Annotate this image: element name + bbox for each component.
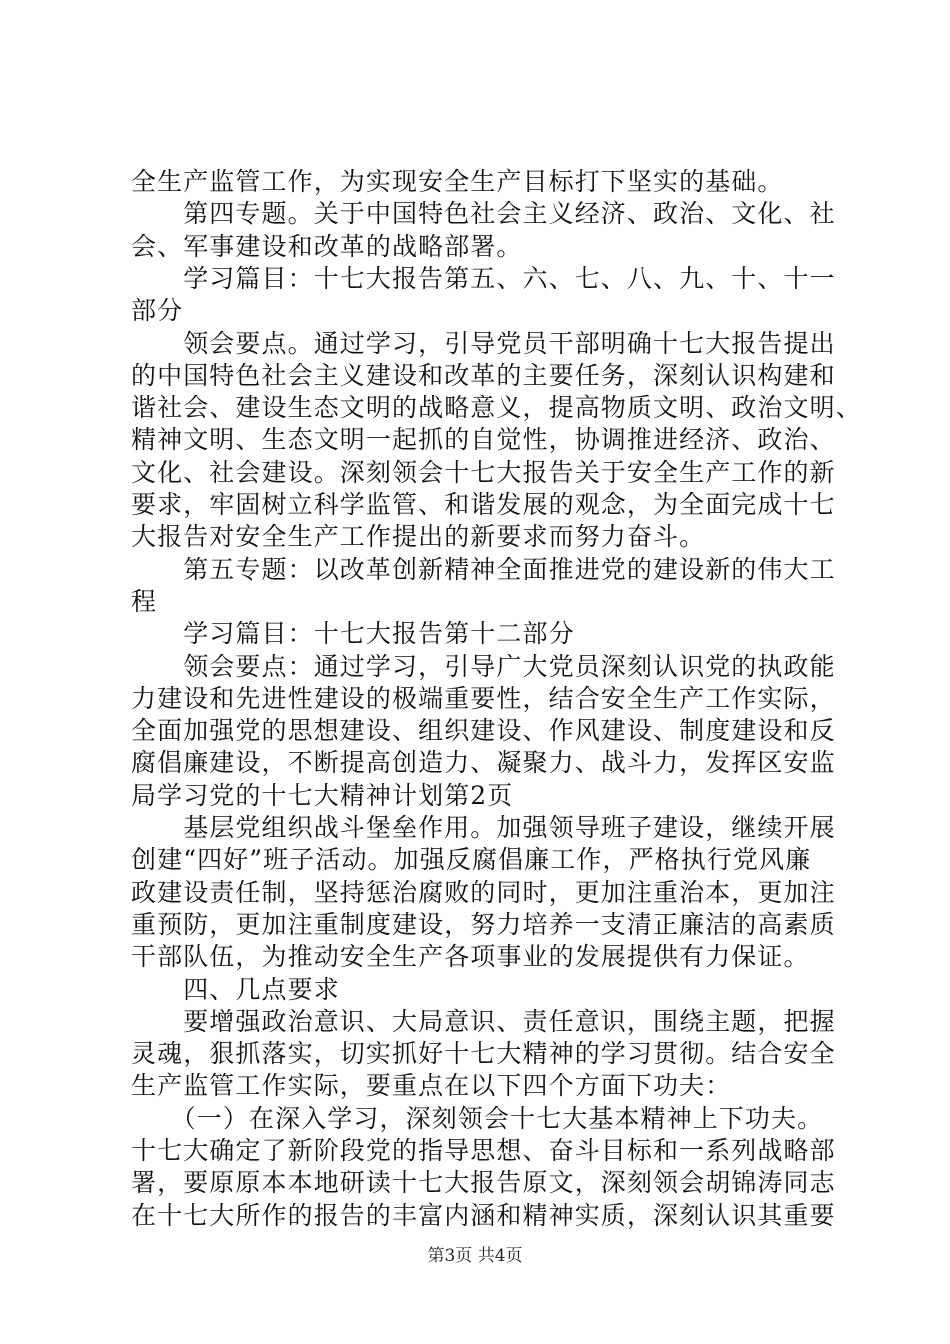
text-line: 全生产监管工作，为实现安全生产目标打下坚实的基础。 — [131, 167, 784, 196]
text-line: 基层党组织战斗堡垒作用。加强领导班子建设，继续开展 — [131, 813, 836, 842]
text-line: 领会要点。通过学习，引导党员干部明确十七大报告提出 — [131, 329, 836, 358]
text-line: 要增强政治意识、大局意识、责任意识，围绕主题，把握 — [131, 1007, 836, 1036]
text-line: 政建设责任制，坚持惩治腐败的同时，更加注重治本，更加注 — [131, 878, 836, 907]
text-line: 在十七大所作的报告的丰富内涵和精神实质，深刻认识其重要 — [131, 1201, 836, 1230]
text-line: 腐倡廉建设，不断提高创造力、凝聚力、战斗力，发挥区安监 — [131, 748, 836, 777]
text-line: 四、几点要求 — [131, 975, 340, 1004]
text-line: 程 — [131, 587, 158, 616]
text-line: 干部队伍，为推动安全生产各项事业的发展提供有力保证。 — [131, 942, 810, 971]
text-line: 部分 — [131, 296, 184, 325]
text-line: 会、军事建设和改革的战略部署。 — [131, 232, 523, 261]
text-line: （一）在深入学习，深刻领会十七大基本精神上下功夫。 — [131, 1104, 824, 1133]
text-line: 创建“四好”班子活动。加强反腐倡廉工作，严格执行党风廉 — [131, 845, 812, 874]
text-line: 要求，牢固树立科学监管、和谐发展的观念，为全面完成十七 — [131, 490, 836, 519]
text-line: 灵魂，狠抓落实，切实抓好十七大精神的学习贯彻。结合安全 — [131, 1039, 836, 1068]
text-line: 文化、社会建设。深刻领会十七大报告关于安全生产工作的新 — [131, 458, 836, 487]
text-line: 署，要原原本本地研读十七大报告原文，深刻领会胡锦涛同志 — [131, 1168, 836, 1197]
text-line: 领会要点：通过学习，引导广大党员深刻认识党的执政能 — [131, 652, 836, 681]
text-line: 第四专题。关于中国特色社会主义经济、政治、文化、社 — [131, 199, 836, 228]
text-line: 十七大确定了新阶段党的指导思想、奋斗目标和一系列战略部 — [131, 1136, 836, 1165]
page-footer: 第3页 共4页 — [427, 1246, 523, 1266]
text-line: 全面加强党的思想建设、组织建设、作风建设、制度建设和反 — [131, 716, 836, 745]
text-line: 学习篇目：十七大报告第十二部分 — [131, 619, 575, 648]
text-line: 精神文明、生态文明一起抓的自觉性，协调推进经济、政治、 — [131, 425, 836, 454]
text-line: 大报告对安全生产工作提出的新要求而努力奋斗。 — [131, 522, 706, 551]
text-line: 学习篇目：十七大报告第五、六、七、八、九、十、十一 — [131, 264, 836, 293]
text-line: 局学习党的十七大精神计划第2页 — [131, 781, 514, 810]
text-line: 生产监管工作实际，要重点在以下四个方面下功夫： — [131, 1071, 732, 1100]
text-line: 第五专题：以改革创新精神全面推进党的建设新的伟大工 — [131, 555, 836, 584]
text-line: 重预防，更加注重制度建设，努力培养一支清正廉洁的高素质 — [131, 910, 836, 939]
text-line: 力建设和先进性建设的极端重要性，结合安全生产工作实际， — [131, 684, 836, 713]
text-line: 的中国特色社会主义建设和改革的主要任务，深刻认识构建和 — [131, 361, 836, 390]
text-line: 谐社会、建设生态文明的战略意义，提高物质文明、政治文明、 — [131, 393, 862, 422]
